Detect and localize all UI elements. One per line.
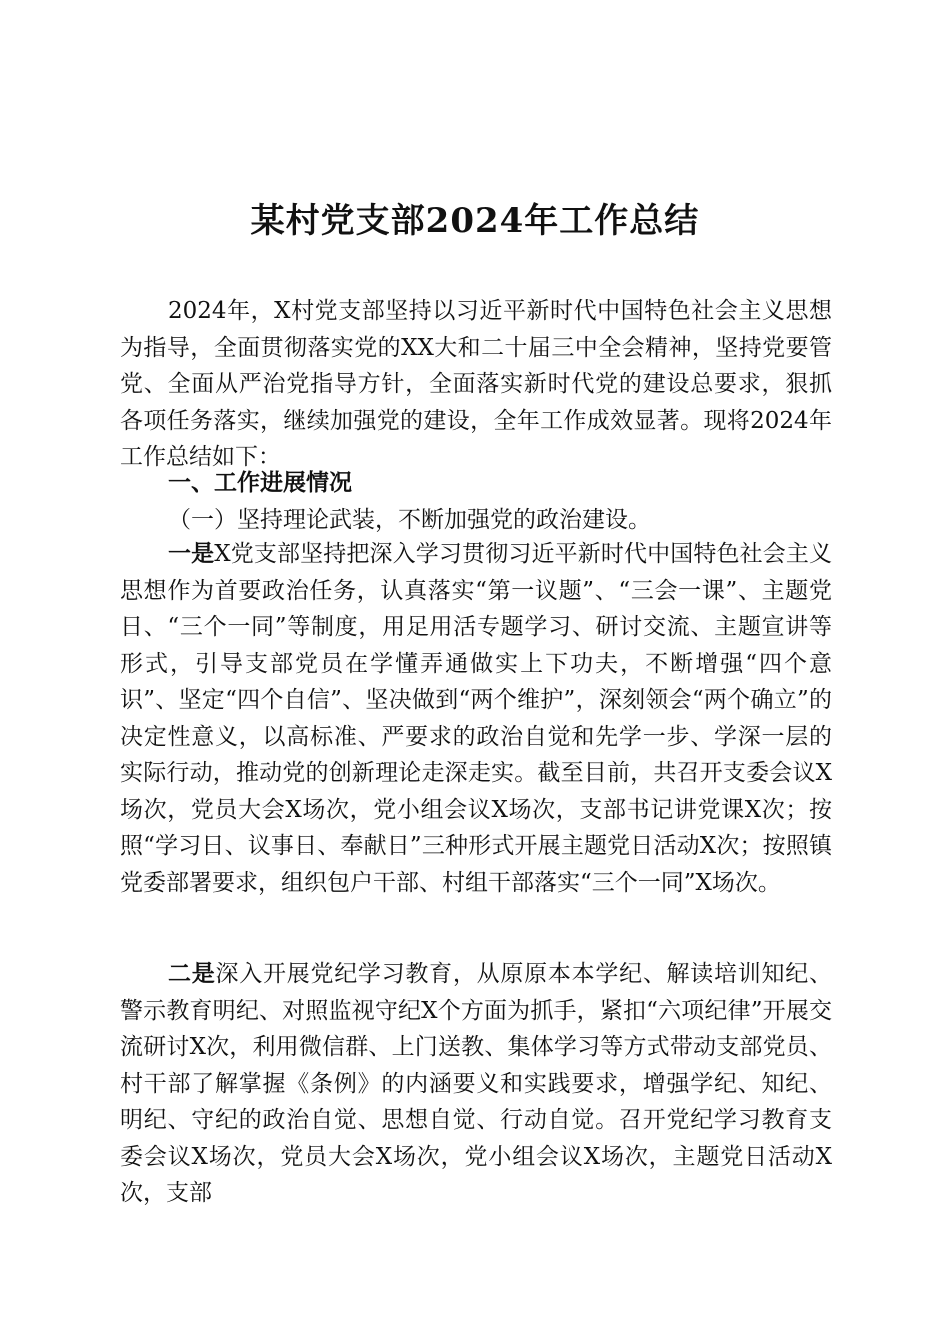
document-title: 某村党支部2024年工作总结 (250, 201, 700, 241)
paragraph-second (120, 956, 832, 1212)
intro-paragraph: 2024年，X村党支部坚持以习近平新时代中国特色社会主义思想为指导，全面贯彻落实党的XX大和二十届三中全会精神，坚持党要管党、全面从严治党指导方针，全面落实新时代党的建设总要求，狠抓各项任务落实，继续加强党的建设，全年工作成效显著。现将2024年工作总结如下： (120, 298, 832, 470)
paragraph-second-lead: 二是 (168, 961, 216, 987)
paragraph-second-text: 深入开展党纪学习教育，从原原本本学纪、解读培训知纪、警示教育明纪、对照监视守纪X个方面为抓手，紧扣“六项纪律”开展交流研讨X次，利用微信群、上门送教、集体学习等方式带动支部党员、村干部了解掌握《条例》的内涵要义和实践要求，增强学纪、知纪、明纪、守纪的政治自觉、思想自觉、行动自觉。召开党纪学习教育支委会议X场次，党员大会X场次，党小组会议X场次，主题党日活动X次，支部 (120, 961, 833, 1206)
subsection-heading: （一）坚持理论武装，不断加强党的政治建设。 (168, 507, 651, 533)
paragraph-first-lead: 一是 (168, 541, 215, 567)
section-heading: 一、工作进展情况 (168, 470, 352, 496)
paragraph-first-text: X党支部坚持把深入学习贯彻习近平新时代中国特色社会主义思想作为首要政治任务，认真落实“第一议题”、“三会一课”、主题党日、“三个一同”等制度，用足用活专题学习、研讨交流、主题宣讲等形式，引导支部党员在学懂弄通做实上下功夫，不断增强“四个意识”、坚定“四个自信”、坚决做到“两个维护”，深刻领会“两个确立”的决定性意义，以高标准、严要求的政治自觉和先学一步、学深一层的实际行动，推动党的创新理论走深走实。截至目前，共召开支委会议X场次，党员大会X场次，党小组会议X场次，支部书记讲党课X次；按照“学习日、议事日、奉献日”三种形式开展主题党日活动X次；按照镇党委部署要求，组织包户干部、村组干部落实“三个一同”X场次。 (120, 541, 833, 896)
paragraph-first (120, 536, 832, 901)
